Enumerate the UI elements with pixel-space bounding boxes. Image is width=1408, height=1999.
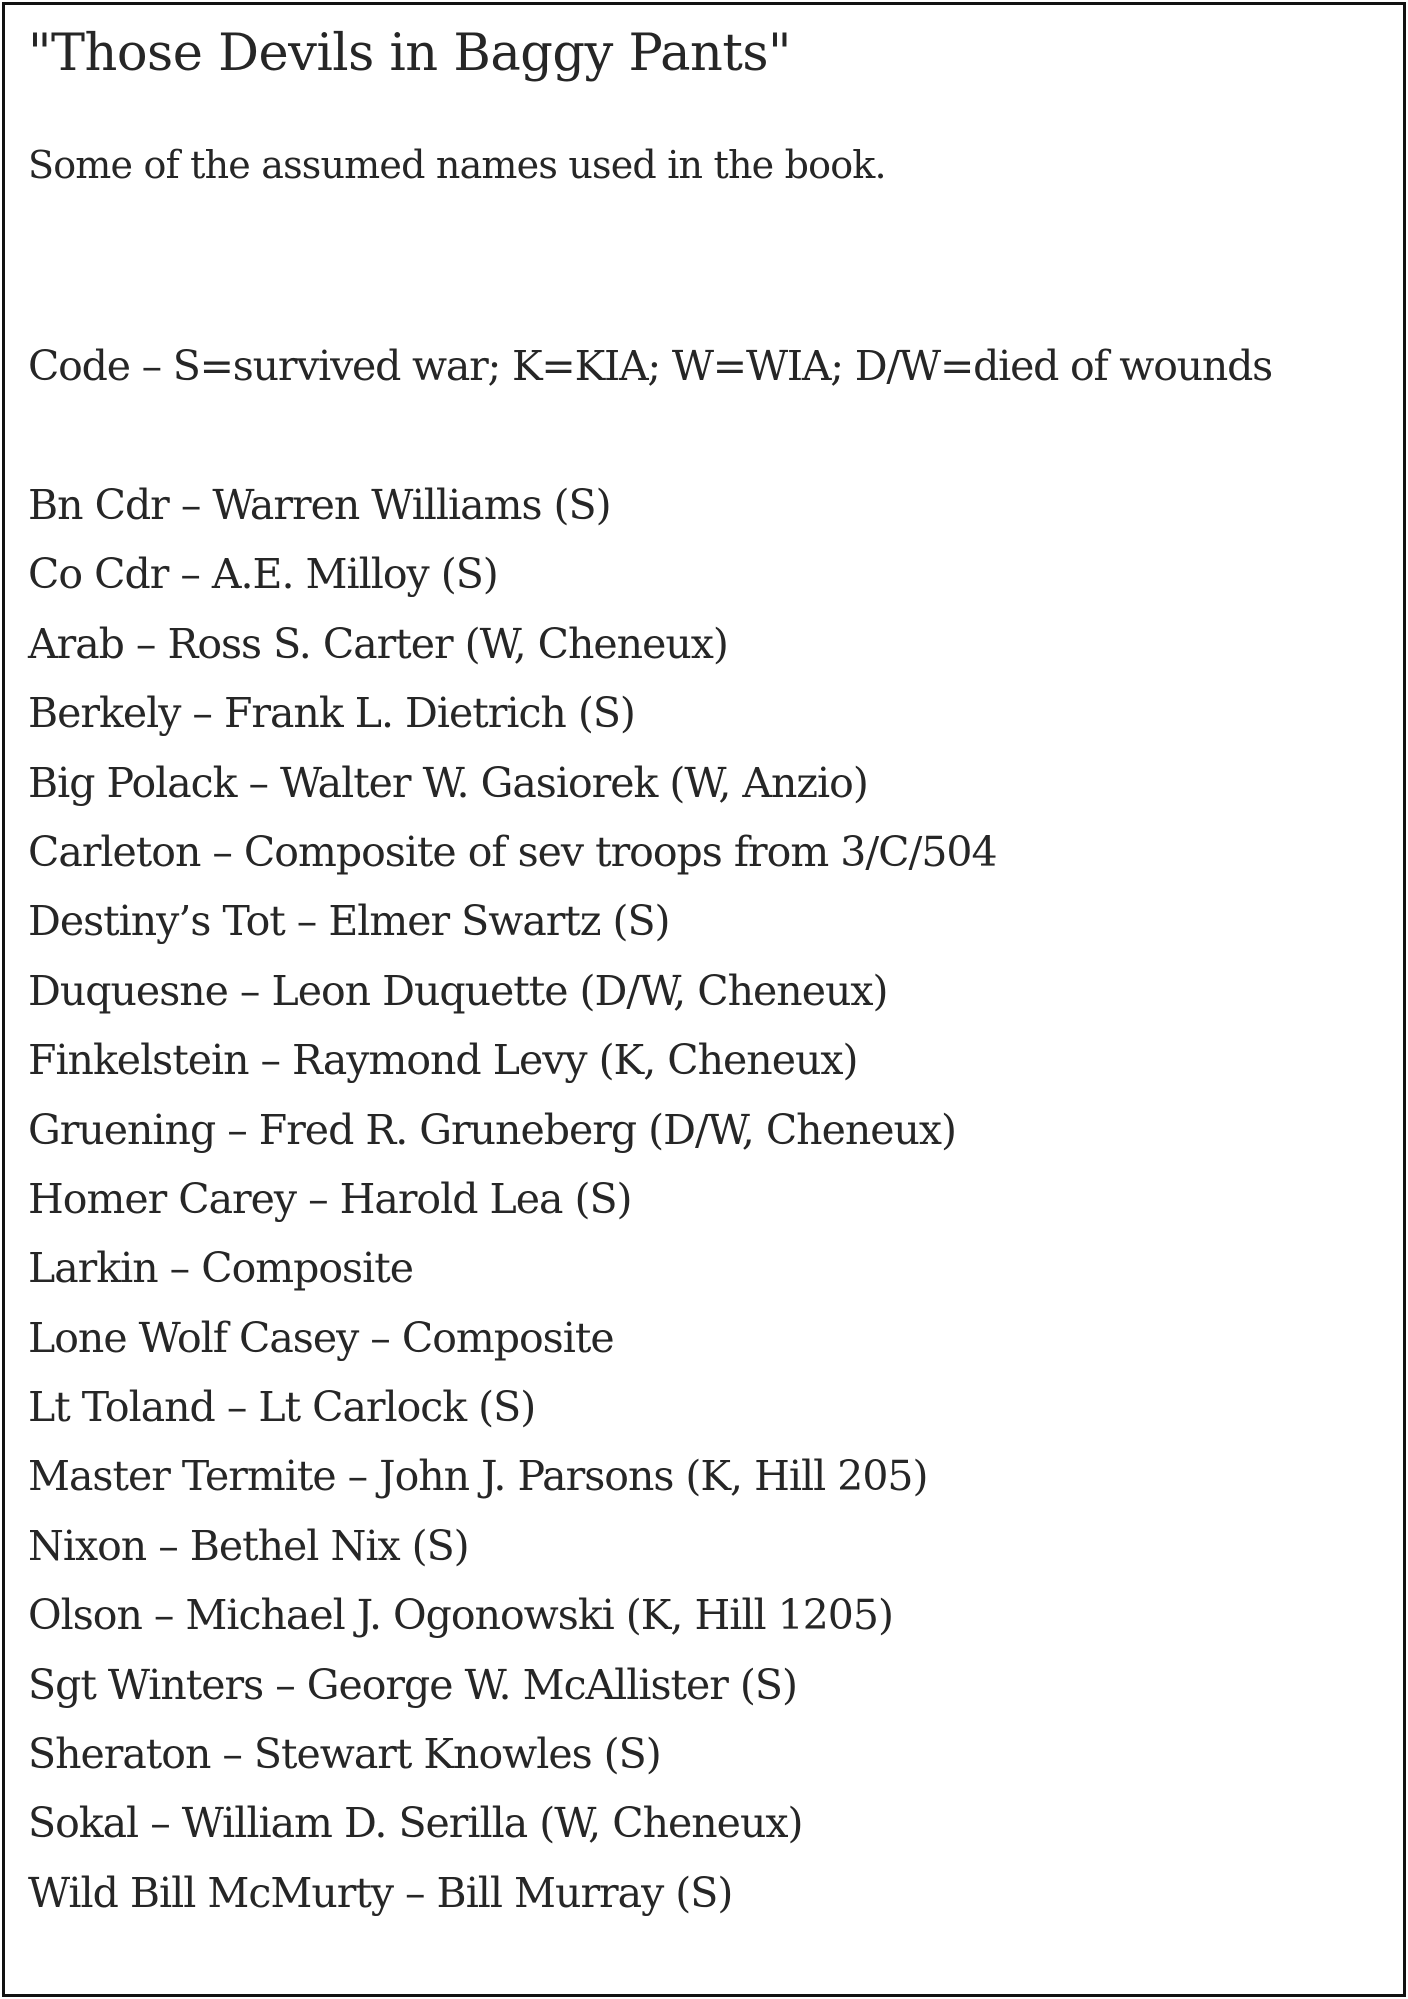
list-item: Sgt Winters – George W. McAllister (S): [28, 1660, 797, 1709]
list-item: Big Polack – Walter W. Gasiorek (W, Anzio): [28, 758, 868, 807]
list-item: Berkely – Frank L. Dietrich (S): [28, 689, 635, 738]
code-legend: Code – S=survived war; K=KIA; W=WIA; D/W=died of wounds: [28, 342, 1272, 390]
list-item: Lone Wolf Casey – Composite: [28, 1313, 614, 1362]
names-list: [28, 478, 997, 1935]
list-item: Bn Cdr – Warren Williams (S): [28, 481, 611, 529]
list-item: Arab – Ross S. Carter (W, Cheneux): [28, 619, 728, 668]
list-item: Finkelstein – Raymond Levy (K, Cheneux): [28, 1036, 858, 1085]
page-subtitle: Some of the assumed names used in the book.: [28, 143, 886, 187]
list-item: Master Termite – John J. Parsons (K, Hill 205): [28, 1452, 928, 1501]
list-item: Larkin – Composite: [28, 1244, 413, 1293]
list-item: Homer Carey – Harold Lea (S): [28, 1174, 632, 1223]
list-item: Lt Toland – Lt Carlock (S): [28, 1383, 536, 1432]
list-item: Sheraton – Stewart Knowles (S): [28, 1730, 661, 1779]
list-item: Sokal – William D. Serilla (W, Cheneux): [28, 1799, 803, 1848]
page-title: "Those Devils in Baggy Pants": [28, 24, 791, 83]
list-item: Nixon – Bethel Nix (S): [28, 1521, 469, 1570]
list-item: Gruening – Fred R. Gruneberg (D/W, Cheneux): [28, 1105, 957, 1154]
list-item: Destiny’s Tot – Elmer Swartz (S): [28, 897, 670, 946]
list-item: Olson – Michael J. Ogonowski (K, Hill 1205): [28, 1591, 893, 1640]
list-item: Co Cdr – A.E. Milloy (S): [28, 550, 498, 599]
list-item: Duquesne – Leon Duquette (D/W, Cheneux): [28, 966, 888, 1015]
list-item: Carleton – Composite of sev troops from 3/C/504: [28, 827, 997, 876]
list-item: Wild Bill McMurty – Bill Murray (S): [28, 1868, 733, 1917]
